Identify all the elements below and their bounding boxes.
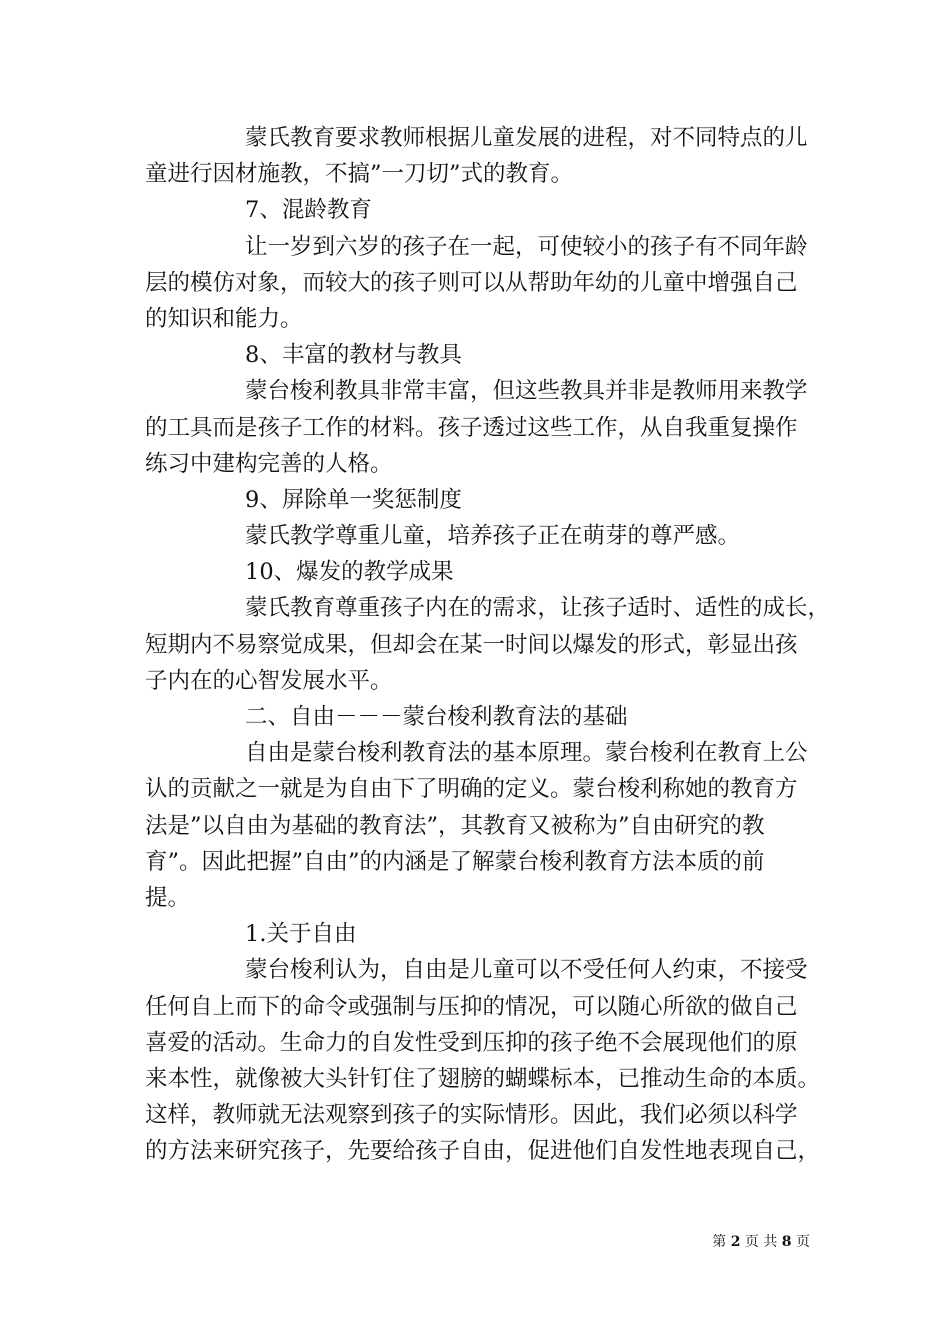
document-body bbox=[145, 120, 831, 1169]
page-footer bbox=[640, 1232, 810, 1252]
text-line: 蒙台梭利教具非常丰富，但这些教具并非是教师用来教学 bbox=[245, 378, 808, 405]
text-line: 蒙氏教育要求教师根据儿童发展的进程，对不同特点的儿 bbox=[245, 125, 808, 151]
text-line: 的工具而是孩子工作的材料。孩子透过这些工作，从自我重复操作 bbox=[145, 414, 798, 441]
footer-suffix: 页 bbox=[796, 1234, 810, 1250]
text-line: 8、丰富的教材与教具 bbox=[245, 342, 462, 369]
text-line: 任何自上而下的命令或强制与压抑的情况，可以随心所欲的做自己 bbox=[145, 993, 798, 1020]
text-line: 法是”以自由为基础的教育法”，其教育又被称为”自由研究的教 bbox=[145, 812, 765, 839]
text-line: 蒙氏教育尊重孩子内在的需求，让孩子适时、适性的成长， bbox=[245, 595, 831, 622]
text-line: 来本性，就像被大头针钉住了翅膀的蝴蝶标本，已推动生命的本质。 bbox=[145, 1065, 821, 1092]
text-line: 让一岁到六岁的孩子在一起，可使较小的孩子有不同年龄 bbox=[245, 233, 808, 260]
text-line: 这样，教师就无法观察到孩子的实际情形。因此，我们必须以科学 bbox=[145, 1102, 798, 1129]
total-pages-number: 8 bbox=[781, 1234, 792, 1250]
text-line: 育”。因此把握”自由”的内涵是了解蒙台梭利教育方法本质的前 bbox=[145, 848, 765, 875]
text-line: 的方法来研究孩子，先要给孩子自由，促进他们自发性地表现自己， bbox=[145, 1138, 821, 1165]
text-line: 10、爆发的教学成果 bbox=[245, 559, 454, 586]
text-line: 童进行因材施教，不搞”一刀切”式的教育。 bbox=[145, 161, 574, 188]
text-line: 子内在的心智发展水平。 bbox=[145, 667, 393, 694]
text-line: 层的模仿对象，而较大的孩子则可以从帮助年幼的儿童中增强自己 bbox=[145, 269, 798, 296]
text-line: 喜爱的活动。生命力的自发性受到压抑的孩子绝不会展现他们的原 bbox=[145, 1029, 798, 1056]
text-line: 二、自由－－－蒙台梭利教育法的基础 bbox=[245, 704, 628, 730]
current-page-number: 2 bbox=[730, 1234, 741, 1250]
footer-prefix: 第 bbox=[712, 1234, 727, 1250]
text-line: 短期内不易察觉成果，但却会在某一时间以爆发的形式，彰显出孩 bbox=[145, 631, 798, 658]
text-line: 7、混龄教育 bbox=[245, 197, 372, 224]
text-line: 蒙台梭利认为，自由是儿童可以不受任何人约束，不接受 bbox=[245, 957, 808, 984]
text-line: 9、屏除单一奖惩制度 bbox=[245, 486, 462, 513]
text-line: 的知识和能力。 bbox=[145, 305, 303, 332]
text-line: 自由是蒙台梭利教育法的基本原理。蒙台梭利在教育上公 bbox=[245, 740, 808, 767]
text-line: 认的贡献之一就是为自由下了明确的定义。蒙台梭利称她的教育方 bbox=[145, 776, 798, 803]
text-line: 提。 bbox=[145, 884, 191, 911]
text-line: 练习中建构完善的人格。 bbox=[145, 450, 393, 477]
text-line: 1.关于自由 bbox=[245, 921, 357, 948]
text-line: 蒙氏教学尊重儿童，培养孩子正在萌芽的尊严感。 bbox=[245, 523, 741, 550]
footer-middle: 页 共 bbox=[744, 1234, 778, 1250]
